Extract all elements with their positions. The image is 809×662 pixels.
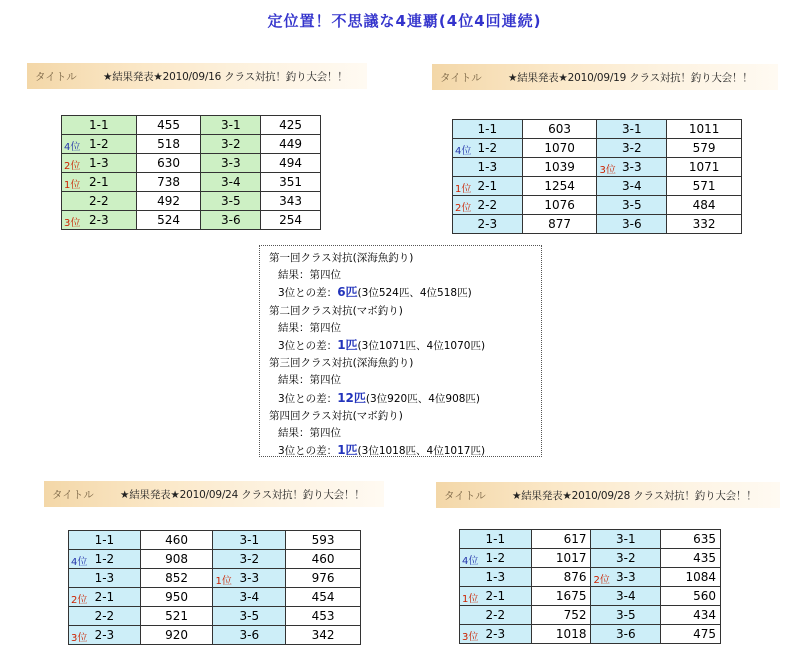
rank-badge: 3位 [64, 218, 81, 229]
class-label: 2-1 [485, 589, 506, 603]
class-cell [213, 531, 286, 550]
count-cell: 425 [261, 116, 321, 135]
class-label: 3-5 [239, 609, 260, 623]
class-label: 3-4 [615, 589, 636, 603]
class-label: 3-1 [220, 118, 241, 132]
table-row [62, 154, 321, 173]
class-cell [62, 116, 137, 135]
diff-prefix: 3位との差： [278, 340, 338, 353]
table-row [453, 215, 742, 234]
count-cell: 950 [140, 588, 213, 607]
count-cell: 342 [286, 626, 361, 645]
table-row [62, 211, 321, 230]
class-label: 3-5 [615, 608, 636, 622]
class-label: 3-1 [615, 532, 636, 546]
count-cell: 494 [261, 154, 321, 173]
class-label: 2-3 [94, 628, 115, 642]
title-bar-3 [44, 481, 384, 507]
diff-detail: (3位920匹、4位908匹) [365, 392, 481, 405]
round-heading: 第四回クラス対抗(マボ釣り) [269, 409, 403, 422]
table-row [69, 531, 361, 550]
class-cell [453, 177, 523, 196]
diff-value: 6匹 [337, 285, 358, 300]
round-result: 結果：第四位 [278, 269, 341, 282]
round-result: 結果：第四位 [278, 427, 341, 440]
class-cell [62, 173, 137, 192]
class-cell [62, 154, 137, 173]
class-label: 3-6 [239, 628, 260, 642]
count-cell: 332 [667, 215, 742, 234]
class-cell [213, 626, 286, 645]
count-cell: 434 [661, 606, 721, 625]
class-cell [201, 135, 261, 154]
class-label: 1-3 [477, 160, 498, 174]
title-bar-4 [436, 482, 780, 508]
table-row [62, 116, 321, 135]
class-label: 2-3 [89, 213, 109, 227]
title-bar-2 [432, 64, 778, 90]
class-label: 3-4 [220, 175, 241, 189]
class-cell [591, 625, 661, 644]
diff-detail: (3位1018匹、4位1017匹) [357, 445, 486, 458]
class-label: 3-2 [615, 551, 636, 565]
count-cell: 752 [531, 606, 591, 625]
class-label: 2-2 [94, 609, 115, 623]
title-bar-1 [27, 63, 367, 89]
class-cell [213, 588, 286, 607]
class-cell [69, 550, 141, 569]
class-cell [597, 177, 667, 196]
count-cell: 876 [531, 568, 591, 587]
table-row [69, 550, 361, 569]
count-cell: 1018 [531, 625, 591, 644]
count-cell: 343 [261, 192, 321, 211]
class-cell [591, 530, 661, 549]
class-label: 3-2 [239, 552, 260, 566]
rank-badge: 2位 [455, 203, 472, 214]
count-cell: 1070 [522, 139, 597, 158]
count-cell: 460 [286, 550, 361, 569]
rank-badge: 4位 [462, 556, 479, 567]
table-row [69, 569, 361, 588]
class-cell [69, 626, 141, 645]
table-row [453, 158, 742, 177]
class-label: 3-1 [239, 533, 260, 547]
class-cell [213, 569, 286, 588]
class-label: 1-2 [94, 552, 115, 566]
rank-badge: 2位 [71, 595, 88, 606]
round-diff [269, 337, 541, 355]
diff-value: 1匹 [337, 338, 358, 353]
count-cell: 351 [261, 173, 321, 192]
class-label: 1-2 [89, 137, 109, 151]
class-label: 1-1 [94, 533, 115, 547]
class-label: 2-2 [89, 194, 109, 208]
rank-badge: 2位 [593, 575, 610, 586]
class-cell [591, 549, 661, 568]
table-row [453, 196, 742, 215]
results-table-2 [452, 119, 742, 234]
title-bar-text: ★結果発表★2010/09/24 クラス対抗！釣り大会！！ [120, 488, 365, 501]
class-cell [597, 158, 667, 177]
class-cell [201, 192, 261, 211]
rank-badge: 3位 [71, 633, 88, 644]
rank-badge: 4位 [455, 146, 472, 157]
count-cell: 579 [667, 139, 742, 158]
title-bar-label: タイトル [35, 70, 77, 83]
class-label: 2-1 [94, 590, 115, 604]
diff-prefix: 3位との差： [278, 392, 338, 405]
title-bar-label: タイトル [444, 489, 486, 502]
table-row [460, 587, 721, 606]
table-row [62, 192, 321, 211]
class-cell [213, 550, 286, 569]
round-diff [269, 284, 541, 302]
rank-badge: 1位 [455, 184, 472, 195]
rank-badge: 4位 [71, 557, 88, 568]
table-row [453, 120, 742, 139]
count-cell: 454 [286, 588, 361, 607]
class-cell [591, 587, 661, 606]
rank-badge: 1位 [215, 576, 232, 587]
class-cell [69, 588, 141, 607]
rank-badge: 1位 [462, 594, 479, 605]
table-row [460, 606, 721, 625]
count-cell: 908 [140, 550, 213, 569]
table-row [62, 135, 321, 154]
table-row [460, 530, 721, 549]
class-label: 2-1 [477, 179, 498, 193]
title-bar-text: ★結果発表★2010/09/16 クラス対抗！釣り大会！！ [103, 70, 348, 83]
class-label: 1-1 [485, 532, 506, 546]
table-row [62, 173, 321, 192]
class-cell [69, 607, 141, 626]
class-label: 3-1 [622, 122, 642, 136]
class-label: 2-1 [89, 175, 109, 189]
class-label: 3-3 [615, 570, 636, 584]
class-label: 2-2 [477, 198, 498, 212]
table-row [453, 139, 742, 158]
class-cell [591, 568, 661, 587]
class-cell [201, 116, 261, 135]
count-cell: 877 [522, 215, 597, 234]
class-cell [453, 120, 523, 139]
class-label: 3-2 [220, 137, 241, 151]
table-row [460, 568, 721, 587]
count-cell: 524 [136, 211, 201, 230]
class-cell [460, 568, 532, 587]
table-row [453, 177, 742, 196]
page-title: 定位置！不思議な4連覇(4位4回連続) [267, 12, 542, 30]
round-diff [269, 442, 541, 460]
rank-badge: 4位 [64, 142, 81, 153]
class-cell [453, 215, 523, 234]
class-cell [62, 192, 137, 211]
rank-badge: 1位 [64, 180, 81, 191]
diff-value: 1匹 [337, 443, 358, 458]
title-bar-label: タイトル [440, 71, 482, 84]
class-cell [591, 606, 661, 625]
class-label: 3-6 [622, 217, 642, 231]
class-label: 3-3 [239, 571, 260, 585]
count-cell: 976 [286, 569, 361, 588]
round-heading: 第一回クラス対抗(深海魚釣り) [269, 252, 414, 264]
class-cell [460, 625, 532, 644]
count-cell: 1076 [522, 196, 597, 215]
class-label: 1-3 [94, 571, 115, 585]
class-label: 3-5 [220, 194, 241, 208]
class-label: 3-5 [622, 198, 642, 212]
count-cell: 630 [136, 154, 201, 173]
class-cell [62, 135, 137, 154]
class-label: 3-6 [615, 627, 636, 641]
diff-prefix: 3位との差： [278, 287, 338, 300]
count-cell: 603 [522, 120, 597, 139]
results-table-1 [61, 115, 321, 230]
count-cell: 852 [140, 569, 213, 588]
class-label: 3-4 [622, 179, 642, 193]
count-cell: 521 [140, 607, 213, 626]
table-row [460, 625, 721, 644]
class-label: 1-1 [477, 122, 498, 136]
count-cell: 449 [261, 135, 321, 154]
class-cell [460, 606, 532, 625]
class-label: 3-2 [622, 141, 642, 155]
count-cell: 1254 [522, 177, 597, 196]
class-label: 1-3 [485, 570, 506, 584]
diff-detail: (3位524匹、4位518匹) [357, 287, 472, 300]
class-cell [597, 215, 667, 234]
summary-box [259, 245, 542, 457]
class-label: 3-6 [220, 213, 241, 227]
count-cell: 1011 [667, 120, 742, 139]
diff-detail: (3位1071匹、4位1070匹) [357, 340, 486, 353]
class-label: 2-2 [485, 608, 506, 622]
class-cell [460, 549, 532, 568]
class-cell [460, 530, 532, 549]
count-cell: 560 [661, 587, 721, 606]
table-row [69, 588, 361, 607]
count-cell: 453 [286, 607, 361, 626]
class-cell [201, 154, 261, 173]
count-cell: 475 [661, 625, 721, 644]
rank-badge: 2位 [64, 161, 81, 172]
rank-badge: 3位 [462, 632, 479, 643]
title-bar-label: タイトル [52, 488, 94, 501]
title-bar-text: ★結果発表★2010/09/28 クラス対抗！釣り大会！！ [512, 489, 757, 502]
count-cell: 518 [136, 135, 201, 154]
class-cell [453, 158, 523, 177]
count-cell: 1675 [531, 587, 591, 606]
class-label: 3-3 [220, 156, 241, 170]
table-row [69, 607, 361, 626]
results-table-3 [68, 530, 361, 645]
class-cell [453, 139, 523, 158]
class-label: 3-4 [239, 590, 260, 604]
class-cell [62, 211, 137, 230]
count-cell: 635 [661, 530, 721, 549]
class-cell [69, 569, 141, 588]
round-heading: 第二回クラス対抗(マボ釣り) [269, 304, 403, 317]
results-table-4 [459, 529, 721, 644]
round-heading: 第三回クラス対抗(深海魚釣り) [269, 357, 414, 370]
diff-value: 12匹 [337, 390, 366, 405]
class-cell [460, 587, 532, 606]
class-label: 1-2 [477, 141, 498, 155]
count-cell: 455 [136, 116, 201, 135]
count-cell: 492 [136, 192, 201, 211]
class-label: 2-3 [477, 217, 498, 231]
count-cell: 435 [661, 549, 721, 568]
count-cell: 1039 [522, 158, 597, 177]
class-cell [597, 196, 667, 215]
count-cell: 738 [136, 173, 201, 192]
diff-prefix: 3位との差： [278, 445, 338, 458]
class-cell [201, 173, 261, 192]
class-cell [597, 139, 667, 158]
class-label: 3-3 [622, 160, 642, 174]
rank-badge: 3位 [599, 165, 616, 176]
count-cell: 1084 [661, 568, 721, 587]
class-cell [69, 531, 141, 550]
class-label: 1-2 [485, 551, 506, 565]
class-cell [213, 607, 286, 626]
class-cell [453, 196, 523, 215]
round-result: 結果：第四位 [278, 321, 341, 334]
count-cell: 460 [140, 531, 213, 550]
class-cell [201, 211, 261, 230]
count-cell: 593 [286, 531, 361, 550]
table-row [69, 626, 361, 645]
round-result: 結果：第四位 [278, 374, 341, 387]
title-bar-text: ★結果発表★2010/09/19 クラス対抗！釣り大会！！ [508, 71, 753, 84]
count-cell: 920 [140, 626, 213, 645]
class-cell [597, 120, 667, 139]
table-row [460, 549, 721, 568]
count-cell: 1071 [667, 158, 742, 177]
count-cell: 571 [667, 177, 742, 196]
count-cell: 617 [531, 530, 591, 549]
round-diff [269, 390, 541, 408]
class-label: 1-1 [89, 118, 109, 132]
count-cell: 254 [261, 211, 321, 230]
count-cell: 1017 [531, 549, 591, 568]
class-label: 2-3 [485, 627, 506, 641]
class-label: 1-3 [89, 156, 109, 170]
count-cell: 484 [667, 196, 742, 215]
